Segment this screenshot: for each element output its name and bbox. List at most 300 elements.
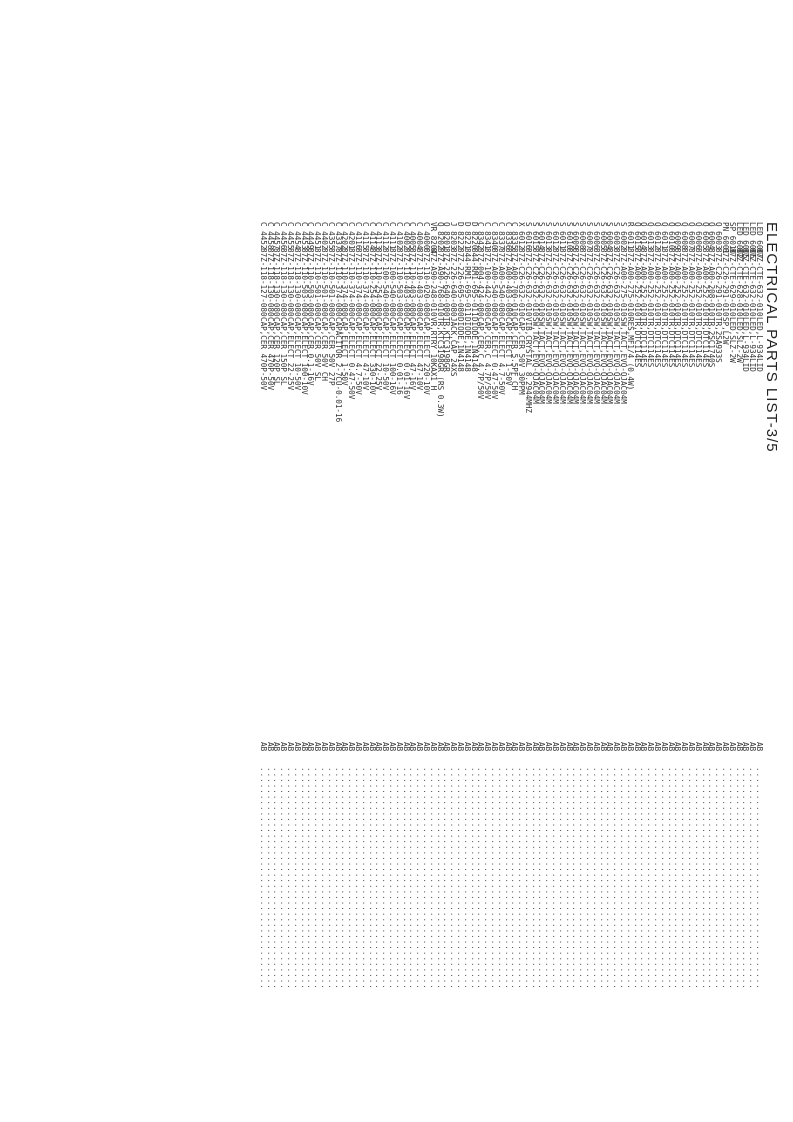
part-location-code: C 4004 [415, 222, 425, 250]
part-description: SW,TACT,EVQ-QJAC04M [619, 317, 629, 404]
part-grade: AB [619, 742, 629, 752]
part-location-code: C 4449 [306, 222, 316, 250]
dotted-leader: ........................................ [755, 767, 764, 990]
dotted-leader: ........................................ [619, 767, 629, 990]
part-grade: AB [632, 742, 642, 752]
part-location-code: D 8220 [469, 222, 479, 250]
part-number: 87Z-110-403-080 [415, 248, 425, 317]
dotted-leader: ........................................ [265, 767, 275, 990]
part-description: VIB,CRYSTAL 8.2944MHZ [523, 317, 533, 414]
dotted-leader: ........................................ [292, 767, 302, 990]
dotted-leader: ........................................ [360, 767, 370, 990]
part-grade: AB [435, 742, 445, 752]
part-number: 87Z-C26-632-010 [564, 248, 574, 317]
part-number: 87Z-A00-252-010 [693, 248, 703, 317]
part-description: TR,DTC114ES [700, 317, 710, 368]
part-number: 87Z-A00-252-010 [639, 248, 649, 317]
dotted-leader: ........................................ [374, 767, 384, 990]
part-grade: AB [476, 742, 486, 752]
part-description: CAP,CER,C 4.7P/50V [483, 317, 493, 400]
part-description: CAP,CER 50V 27P [326, 317, 336, 386]
part-location-code: Q 8201 [442, 222, 452, 250]
part-grade: AB [598, 742, 608, 752]
dotted-leader: ........................................ [313, 767, 323, 990]
part-location-code: C 4337 [333, 222, 343, 250]
dotted-leader: ........................................ [347, 767, 357, 990]
part-location-code: Q 6014 [639, 222, 649, 250]
part-number: 87Z-A00-252-010 [632, 248, 642, 317]
part-location-code: S 6012 [551, 222, 561, 250]
part-number: 87Z-A00-275-010 [619, 248, 629, 317]
part-location-code: Q 6010 [666, 222, 676, 250]
dotted-leader: ........................................ [598, 767, 608, 990]
dotted-leader: ........................................ [707, 767, 717, 990]
dotted-leader: ........................................ [714, 767, 724, 990]
part-description: SW,TACT,EVQ-QJAC04M [605, 317, 615, 404]
part-description: TR,DTC114ES [653, 317, 663, 368]
part-location-code: D 8222 [455, 222, 465, 250]
dotted-leader: ........................................ [734, 767, 744, 990]
dotted-leader: ........................................ [612, 767, 622, 990]
part-number: 87Z-226-695-080 [455, 248, 465, 317]
dotted-leader: ........................................ [401, 767, 411, 990]
part-location-code: C 4355 [326, 222, 336, 250]
part-location-code: C 4451 [313, 222, 323, 250]
part-description: DIODE,1N4148 [469, 317, 479, 372]
part-location-code: C 4452 [258, 222, 268, 250]
part-grade: AB [421, 742, 431, 752]
part-description: DIODE,1N4148 [462, 317, 472, 372]
part-description: TR,DTC114ES [693, 317, 703, 368]
part-grade: AB [653, 742, 663, 752]
dotted-leader: ........................................ [578, 767, 588, 990]
part-grade: AB [714, 742, 724, 752]
part-location-code: LED 6005 [741, 222, 751, 259]
part-number: 87Z-C26-632-010 [523, 248, 533, 317]
part-location-code: C 8337 [496, 222, 506, 250]
dotted-leader: ........................................ [646, 767, 656, 990]
part-number: 87Z-C26-632-010 [517, 248, 527, 317]
part-location-code: Q 6004 [707, 222, 717, 250]
part-number: 87Z-CTE-628-010 [734, 248, 744, 317]
dotted-leader: ........................................ [258, 767, 268, 990]
part-description: CAP,ELECT 47-10V [415, 317, 425, 391]
part-grade: AB [299, 742, 309, 752]
part-number: 87Z-110-374-080 [353, 248, 363, 317]
dotted-leader: ........................................ [326, 767, 336, 990]
part-description: SW,TACT,EVQ-QJAC04M [598, 317, 608, 404]
part-description: LED,SLZ-2W [734, 317, 744, 363]
part-description: LED,L-934LID [755, 317, 764, 372]
dotted-leader: ........................................ [605, 767, 615, 990]
part-location-code: C 8342 [476, 222, 486, 250]
part-location-code: C 4111 [387, 222, 397, 250]
dotted-leader: ........................................ [462, 767, 472, 990]
part-number: 87Z-CTE-632-010 [755, 248, 764, 317]
part-grade: AB [360, 742, 370, 752]
part-grade: AB [279, 742, 289, 752]
part-description: SW,TACT,EVQ-QJAC04M [585, 317, 595, 404]
part-grade: AB [503, 742, 513, 752]
part-number: 87Z-C26-632-010 [612, 248, 622, 317]
part-location-code: C 4113 [374, 222, 384, 250]
part-grade: AB [530, 742, 540, 752]
part-grade: AB [551, 742, 561, 752]
part-description: CAPACITOR 2-7CU-0.01-16 [333, 317, 343, 423]
part-location-code: C 4112 [381, 222, 391, 250]
dotted-leader: ........................................ [659, 767, 669, 990]
part-number: 87Z-A00-275-010 [625, 248, 635, 317]
part-number: 87Z-C26-632-010 [571, 248, 581, 317]
part-number: 844-RM1-695-011 [469, 248, 479, 317]
part-location-code: J 8203 [449, 222, 459, 250]
part-location-code: S 6016 [523, 222, 533, 250]
part-number: 87Z-C26-632-010 [605, 248, 615, 317]
part-description: CAP,CER 470P-50V [258, 317, 268, 391]
part-location-code: C 4454 [292, 222, 302, 250]
dotted-leader: ........................................ [381, 767, 391, 990]
part-location-code: Q 6012 [653, 222, 663, 250]
part-number: 87Z-A00-540-080 [489, 248, 499, 317]
dotted-leader: ........................................ [387, 767, 397, 990]
part-description: SW,TACT,EVQ-QJAC04M [551, 317, 561, 404]
part-description: TR,KTC3198GR (RS 0.3W) [435, 317, 445, 418]
part-grade: AB [734, 742, 744, 752]
part-grade: AB [755, 742, 764, 752]
part-grade: AB [265, 742, 275, 752]
dotted-leader: ........................................ [557, 767, 567, 990]
part-grade: AB [374, 742, 384, 752]
part-grade: AB [489, 742, 499, 752]
part-location-code: R 6011 [625, 222, 635, 250]
part-number: 844-RM1-695-011 [462, 248, 472, 317]
dotted-leader: ........................................ [632, 767, 642, 990]
dotted-leader: ........................................ [286, 767, 296, 990]
part-description: SW,TACT,EVQ-QJAC04M [564, 317, 574, 404]
dotted-leader: ........................................ [680, 767, 690, 990]
part-number: 87Z-A00-252-010 [646, 248, 656, 317]
part-location-code: S 6010 [564, 222, 574, 250]
dotted-leader: ........................................ [727, 767, 737, 990]
dotted-leader: ........................................ [653, 767, 663, 990]
part-grade: AB [483, 742, 493, 752]
part-grade: AB [442, 742, 452, 752]
dotted-leader: ........................................ [415, 767, 425, 990]
part-grade: AB [625, 742, 635, 752]
part-grade: AB [401, 742, 411, 752]
part-location-code: C 8341 [483, 222, 493, 250]
dotted-leader: ........................................ [496, 767, 506, 990]
part-description: SW,TACT,EVQ-QJAC04M [571, 317, 581, 404]
part-location-code: LED 6007 [755, 222, 764, 259]
part-grade: AB [367, 742, 377, 752]
dotted-leader: ........................................ [693, 767, 703, 990]
dotted-leader: ........................................ [476, 767, 486, 990]
part-number: 87Z-C26-632-010 [557, 248, 567, 317]
part-description: CAP,ELECT 4.7-50V [496, 317, 506, 395]
part-description: CAP,ELECT 330-10V [367, 317, 377, 395]
part-description: SW,TACT,EVQ-QJAC04M [530, 317, 540, 404]
part-location-code: LED 6002 [734, 222, 744, 259]
part-number: 87Z-110-374-080 [333, 248, 343, 317]
dotted-leader: ........................................ [700, 767, 710, 990]
part-description: TR,2SC1740S [707, 317, 717, 368]
part-description: CAP,ELECT 47-10V [360, 317, 370, 391]
part-number: 87Z-110-503-080 [299, 248, 309, 317]
part-grade: AB [326, 742, 336, 752]
part-location-code: C 4456 [279, 222, 289, 250]
part-grade: AB [578, 742, 588, 752]
part-grade: AB [387, 742, 397, 752]
part-description: CAP,CER 5.5PF CH [510, 317, 520, 391]
part-number: 87Z-110-374-080 [360, 248, 370, 317]
part-description: TR,DTC114ES [632, 317, 642, 368]
dotted-leader: ........................................ [455, 767, 465, 990]
dotted-leader: ........................................ [585, 767, 595, 990]
part-number: 87Z-110-403-080 [408, 248, 418, 317]
dotted-leader: ........................................ [428, 767, 438, 990]
dotted-leader: ........................................ [741, 767, 751, 990]
part-location-code: S 6007 [585, 222, 595, 250]
part-number: 87Z-110-020-080 [421, 248, 431, 317]
part-description: TR,DTC114ES [666, 317, 676, 368]
part-grade: AB [564, 742, 574, 752]
part-description: CAP,ELECT 0.01-16V [401, 317, 411, 400]
part-number: 87Z-118-127-080 [258, 248, 268, 317]
part-grade: AB [292, 742, 302, 752]
part-number: 87Z-C26-632-010 [551, 248, 561, 317]
part-description: CAP,ELECT 10-50V [381, 317, 391, 391]
part-number: 87Z-110-501-080 [313, 248, 323, 317]
dotted-leader: ........................................ [272, 767, 282, 990]
part-description: CAP,ELECT 1-50V [340, 317, 350, 386]
part-description: CAP,CER 50V CH [320, 317, 329, 382]
part-number: 87Z-226-640-080 [442, 248, 452, 317]
part-location-code: C 4457 [272, 222, 282, 250]
part-location-code: C 4458 [265, 222, 275, 250]
part-grade: AB [612, 742, 622, 752]
part-number: 87Z-C26-632-010 [530, 248, 540, 317]
part-grade: AB [680, 742, 690, 752]
table-row [259, 222, 266, 1122]
part-number: 87Z-C26-632-010 [598, 248, 608, 317]
part-grade: AB [523, 742, 533, 752]
parts-table [259, 222, 762, 1122]
part-number: 87Z-C26-632-010 [544, 248, 554, 317]
part-grade: AB [639, 742, 649, 752]
part-number: 87Z-004-424-080 [476, 248, 486, 317]
dotted-leader: ........................................ [510, 767, 520, 990]
part-number: 87Z-C26-632-010 [578, 248, 588, 317]
part-grade: AB [605, 742, 615, 752]
part-number: 87Z-A00-403-080 [503, 248, 513, 317]
part-location-code: S 6009 [571, 222, 581, 250]
part-grade: AB [700, 742, 710, 752]
part-grade: AB [693, 742, 703, 752]
part-number: 87Z-CTE-629-010 [727, 248, 737, 317]
part-location-code: S 6006 [591, 222, 601, 250]
part-location-code: C 8336 [503, 222, 513, 250]
part-description: TR,DTC114ES [680, 317, 690, 368]
dotted-leader: ........................................ [442, 767, 452, 990]
part-location-code: Q 8202 [435, 222, 445, 250]
part-number: 87Z-C26-291-010 [721, 248, 731, 317]
part-location-code: S 6015 [530, 222, 540, 250]
part-number: 87Z-226-640-080 [449, 248, 459, 317]
part-number: 87Z-118-130-080 [272, 248, 282, 317]
dotted-leader: ........................................ [435, 767, 445, 990]
part-grade: AB [306, 742, 316, 752]
part-location-code: C 4002 [401, 222, 411, 250]
part-description: CAP,ELECT 47-16V [408, 317, 418, 391]
dotted-leader: ........................................ [544, 767, 554, 990]
part-description: CAP,ELECT 0.01-16 [394, 317, 404, 395]
part-location-code: SP 6010 [727, 222, 737, 255]
part-number: 87Z-A00-252-010 [653, 248, 663, 317]
dotted-leader: ........................................ [537, 767, 547, 990]
part-location-code: C 4453 [299, 222, 309, 250]
part-location-code: S 6013 [544, 222, 554, 250]
part-grade: AB [591, 742, 601, 752]
dotted-leader: ........................................ [394, 767, 404, 990]
part-description: RES,MF1/4 (0.4W) [625, 317, 635, 391]
part-grade: AB [428, 742, 438, 752]
part-number: 87Z-C26-632-010 [591, 248, 601, 317]
part-location-code: C 4201 [347, 222, 357, 250]
part-description: CAP,ELECT 0.47-50V [489, 317, 499, 400]
dotted-leader: ........................................ [279, 767, 289, 990]
part-description: TR,DTC114ES [687, 317, 697, 368]
dotted-leader: ........................................ [517, 767, 527, 990]
part-number: 87Z-A00-252-010 [666, 248, 676, 317]
part-description: CAP,CER 150P SL [279, 317, 289, 386]
part-description: CAP,CER 50V SL [313, 317, 323, 382]
part-description: LED,L-934LID [748, 317, 758, 372]
part-number: 87Z-A00-540-080 [496, 248, 506, 317]
part-number: 87Z-110-503-080 [306, 248, 316, 317]
part-description: CAP,ELECT 0.47-50V [347, 317, 357, 400]
part-location-code: Q 6008 [680, 222, 690, 250]
part-description: CAP,ELECT 10-50V [292, 317, 302, 391]
dotted-leader: ........................................ [503, 767, 513, 990]
part-description: DIODE,1N4148 [455, 317, 465, 372]
part-location-code: Q 6005 [700, 222, 710, 250]
dotted-leader: ........................................ [571, 767, 581, 990]
part-number: 87Z-118-130-080 [279, 248, 289, 317]
dotted-leader: ........................................ [748, 767, 758, 990]
part-grade: AB [353, 742, 363, 752]
part-grade: AB [320, 742, 329, 752]
part-number: 87Z-118-130-080 [286, 248, 296, 317]
part-grade: AB [727, 742, 737, 752]
dotted-leader: ........................................ [299, 767, 309, 990]
part-number: 87Z-100-442-080 [483, 248, 493, 317]
dotted-leader: ........................................ [489, 767, 499, 990]
part-location-code: Q 6015 [632, 222, 642, 250]
part-grade: AB [313, 742, 323, 752]
part-number: 87Z-C26-632-010 [585, 248, 595, 317]
part-number: 87Z-100-540-080 [381, 248, 391, 317]
part-description: LED,SLZ-2W [727, 317, 737, 363]
dotted-leader: ........................................ [483, 767, 493, 990]
part-location-code: S 6008 [578, 222, 588, 250]
part-number: 87Z-118-130-080 [292, 248, 302, 317]
part-number: 87Z-A00-252-010 [680, 248, 690, 317]
part-grade: AB [408, 742, 418, 752]
dotted-leader: ........................................ [673, 767, 683, 990]
part-number: 87Z-A90-248-010 [428, 248, 438, 317]
part-grade: AB [666, 742, 676, 752]
dotted-leader: ........................................ [687, 767, 697, 990]
part-location-code: Q 6009 [673, 222, 683, 250]
part-location-code: C 4102 [394, 222, 404, 250]
dotted-leader: ........................................ [639, 767, 649, 990]
part-grade: AB [659, 742, 669, 752]
part-location-code: Q 6006 [693, 222, 703, 250]
part-grade: AB [687, 742, 697, 752]
part-grade: AB [721, 742, 731, 752]
part-description: CAP,ELECT 1-50V [503, 317, 513, 386]
dotted-leader: ........................................ [421, 767, 431, 990]
part-location-code: Q 6013 [646, 222, 656, 250]
part-description: TR,2SA933S [714, 317, 724, 363]
dotted-leader: ........................................ [469, 767, 479, 990]
part-description: CAP,ELECT 220-10V [421, 317, 431, 395]
part-description: SW,TACT,EVQ-QJAC04M [591, 317, 601, 404]
part-grade: AB [462, 742, 472, 752]
part-grade: AB [517, 742, 527, 752]
part-location-code: C 8340 [489, 222, 499, 250]
part-number: 87Z-CTE-632-010 [748, 248, 758, 317]
part-location-code: D 8221 [462, 222, 472, 250]
part-description: SW,TACT,EVQ-QJAC04M [537, 317, 547, 404]
part-number: 87Z-110-254-080 [374, 248, 384, 317]
part-location-code: C 4116 [353, 222, 363, 250]
part-number: 87Z-A00-252-010 [700, 248, 710, 317]
part-description: JACK,CAP 24XS [449, 317, 459, 377]
part-number: 87Z-110-503-080 [394, 248, 404, 317]
part-location-code: C 4114 [367, 222, 377, 250]
part-description: TR,KTC3198GR [442, 317, 452, 372]
dotted-leader: ........................................ [551, 767, 561, 990]
dotted-leader: ........................................ [353, 767, 363, 990]
part-location-code: S 6011 [557, 222, 567, 250]
part-number: 87Z-100-540-080 [387, 248, 397, 317]
part-description: TR,DTC114ES [646, 317, 656, 368]
part-number: 87Z-C26-291-010 [714, 248, 724, 317]
dotted-leader: ........................................ [449, 767, 459, 990]
dotted-leader: ........................................ [340, 767, 350, 990]
part-location-code: S 6004 [605, 222, 615, 250]
part-description: SW,TACT,EVQ-QJAC04M [544, 317, 554, 404]
part-number: 87Z-118-130-080 [265, 248, 275, 317]
dotted-leader: ........................................ [591, 767, 601, 990]
part-number: 87Z-A00-252-010 [673, 248, 683, 317]
part-grade: AB [381, 742, 391, 752]
part-description: CAP,CER 120P SL [272, 317, 282, 386]
part-location-code: S 6014 [537, 222, 547, 250]
part-location-code: S 6003 [612, 222, 622, 250]
part-grade: AB [646, 742, 656, 752]
part-description: CAP,CER,C 4.7P/50V [476, 317, 486, 400]
part-location-code: LED 6006 [748, 222, 758, 259]
part-number: 87Z-A00-208-010 [707, 248, 717, 317]
part-description: LED,L-934LID [741, 317, 751, 372]
part-description: CAP,CER 470P-50V [265, 317, 275, 391]
dotted-leader: ........................................ [530, 767, 540, 990]
part-grade: AB [469, 742, 479, 752]
part-number: 87Z-A90-768-010 [435, 248, 445, 317]
